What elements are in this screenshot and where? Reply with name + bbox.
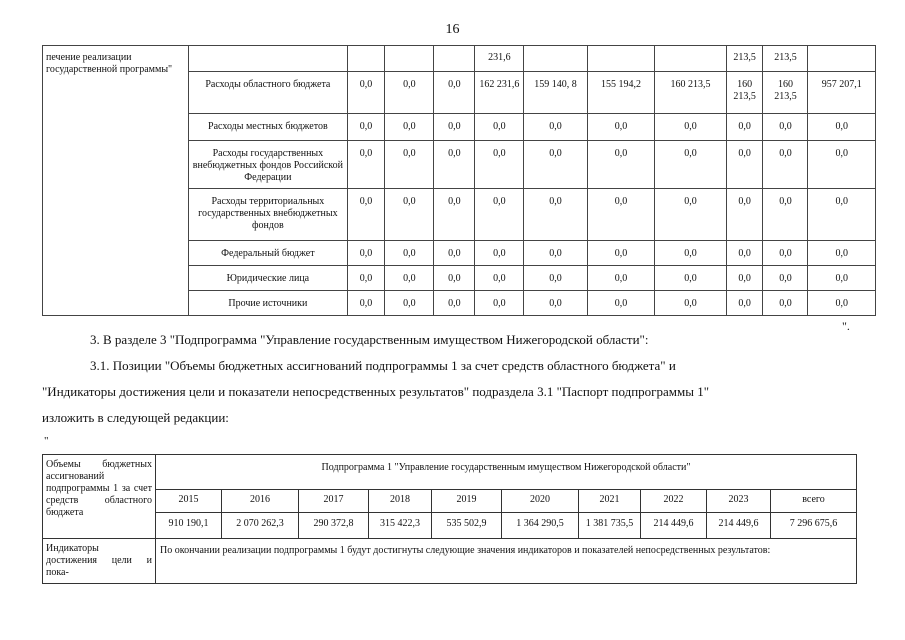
table-cell: 0,0 [524,114,587,141]
table-cell: 0,0 [347,291,385,316]
table-cell: 0,0 [763,241,808,266]
value-cell: 214 449,6 [707,513,771,539]
value-cell: 7 296 675,6 [771,513,857,539]
year-cell: 2015 [156,490,222,513]
year-cell: 2021 [579,490,641,513]
row-name: Расходы местных бюджетов [189,114,347,141]
table-cell [434,46,475,72]
table-cell: 0,0 [726,266,763,291]
table-cell: 213,5 [763,46,808,72]
table-cell: 0,0 [475,291,524,316]
table-cell [385,46,434,72]
table-cell: 0,0 [808,241,876,266]
table-row [43,513,857,539]
table-cell: 0,0 [475,189,524,241]
year-cell: 2020 [502,490,579,513]
table-cell: 0,0 [347,189,385,241]
table-cell [655,46,727,72]
year-cell: 2016 [222,490,299,513]
row-name: Расходы областного бюджета [189,72,347,114]
table-cell: 0,0 [385,141,434,189]
table-cell: 0,0 [726,114,763,141]
table-cell: 0,0 [587,141,654,189]
year-cell: 2023 [707,490,771,513]
year-cell: 2022 [641,490,707,513]
table-cell: 0,0 [763,141,808,189]
table-row [43,46,876,72]
value-cell: 535 502,9 [432,513,502,539]
table-cell: 0,0 [808,266,876,291]
value-cell: 910 190,1 [156,513,222,539]
closing-quote: ". [842,319,850,333]
value-cell: 1 381 735,5 [579,513,641,539]
table-cell: 155 194,2 [587,72,654,114]
table-row [43,490,857,513]
table-cell: 0,0 [475,141,524,189]
subprogram-header: Подпрограмма 1 "Управление государственным имуществом Нижегородской области" [156,455,857,490]
table-row [43,539,857,584]
table-cell: 0,0 [655,189,727,241]
table-cell: 0,0 [587,241,654,266]
table-cell: 0,0 [763,291,808,316]
row-name: Прочие источники [189,291,347,316]
paragraph-3-1-line3: изложить в следующей редакции: [42,410,229,425]
table-cell: 0,0 [726,189,763,241]
table-cell: 0,0 [726,291,763,316]
table-cell: 0,0 [434,241,475,266]
table-cell: 0,0 [587,266,654,291]
table-cell: 0,0 [655,141,727,189]
table-cell [347,46,385,72]
table-cell: 0,0 [655,241,727,266]
table-cell: 0,0 [385,114,434,141]
table-cell: 957 207,1 [808,72,876,114]
table-cell: 0,0 [347,141,385,189]
table-cell: 0,0 [808,291,876,316]
table-cell: 0,0 [347,72,385,114]
table-cell [189,46,347,72]
paragraph-section-3: 3. В разделе 3 "Подпрограмма "Управление государственным имуществом Нижегородской области": [90,332,649,347]
row-name: Расходы государственных внебюджетных фондов Российской Федерации [189,141,347,189]
table-cell: 0,0 [763,114,808,141]
table-cell: 0,0 [655,291,727,316]
year-cell: 2018 [369,490,432,513]
table-cell: 0,0 [434,141,475,189]
table-cell: 0,0 [475,114,524,141]
table-cell: 159 140, 8 [524,72,587,114]
table-cell: 0,0 [475,266,524,291]
table-cell: 160 213,5 [655,72,727,114]
table-cell: 0,0 [524,189,587,241]
value-cell: 315 422,3 [369,513,432,539]
table-cell: 0,0 [434,189,475,241]
row-name: Федеральный бюджет [189,241,347,266]
year-cell: всего [771,490,857,513]
value-cell: 2 070 262,3 [222,513,299,539]
table-cell: 0,0 [385,241,434,266]
table-cell: 0,0 [655,266,727,291]
table-cell: 213,5 [726,46,763,72]
subprogram-passport-table [42,454,857,584]
row-name: Расходы территориальных государственных внебюджетных фондов [189,189,347,241]
table-cell: 0,0 [524,291,587,316]
value-cell: 1 364 290,5 [502,513,579,539]
table-cell: 0,0 [347,266,385,291]
table-cell: 0,0 [808,141,876,189]
table-cell: 0,0 [808,189,876,241]
table-cell: 0,0 [475,241,524,266]
value-cell: 290 372,8 [299,513,369,539]
table-cell: 0,0 [385,266,434,291]
table-cell: 0,0 [347,241,385,266]
indicators-text: По окончании реализации подпрограммы 1 будут достигнуты следующие значения индикаторов и показателей непосредственных результатов: [156,539,857,584]
table-cell: 0,0 [808,114,876,141]
table-cell: 0,0 [587,114,654,141]
table-cell: 0,0 [726,241,763,266]
table-cell: 0,0 [385,291,434,316]
table-cell: 0,0 [385,72,434,114]
table-cell: 0,0 [524,141,587,189]
opening-quote: " [44,435,49,447]
funding-table-continued [42,45,876,316]
row-label-cell: печение реализации государственной программы" [43,46,189,316]
table-cell: 160 213,5 [726,72,763,114]
table-row [43,455,857,490]
table-cell: 0,0 [434,291,475,316]
table-cell: 160 213,5 [763,72,808,114]
value-cell: 214 449,6 [641,513,707,539]
table-cell: 0,0 [655,114,727,141]
table-cell: 0,0 [524,241,587,266]
table-cell: 0,0 [385,189,434,241]
table-cell [808,46,876,72]
table-cell: 0,0 [524,266,587,291]
table-cell: 0,0 [763,266,808,291]
table-cell: 0,0 [347,114,385,141]
table-cell: 0,0 [587,291,654,316]
table-cell: 0,0 [763,189,808,241]
page-number: 16 [445,22,460,37]
table-cell: 0,0 [434,266,475,291]
year-cell: 2017 [299,490,369,513]
table-cell: 0,0 [726,141,763,189]
table-cell: 0,0 [434,72,475,114]
row-label-cell: Объемы бюджетных ассигнований подпрограммы 1 за счет средств областного бюджета [43,455,156,539]
table-cell [524,46,587,72]
paragraph-3-1-line1: 3.1. Позиции "Объемы бюджетных ассигнований подпрограммы 1 за счет средств областного бюджета" и [90,358,676,373]
table-cell: 0,0 [587,189,654,241]
row-label-cell: Индикаторы достижения цели и пока- [43,539,156,584]
table-cell: 231,6 [475,46,524,72]
table-cell: 162 231,6 [475,72,524,114]
paragraph-3-1-line2: "Индикаторы достижения цели и показатели непосредственных результатов" подраздела 3.1 "Паспорт подпрограммы 1" [42,384,710,399]
year-cell: 2019 [432,490,502,513]
table-cell [587,46,654,72]
table-cell: 0,0 [434,114,475,141]
row-name: Юридические лица [189,266,347,291]
